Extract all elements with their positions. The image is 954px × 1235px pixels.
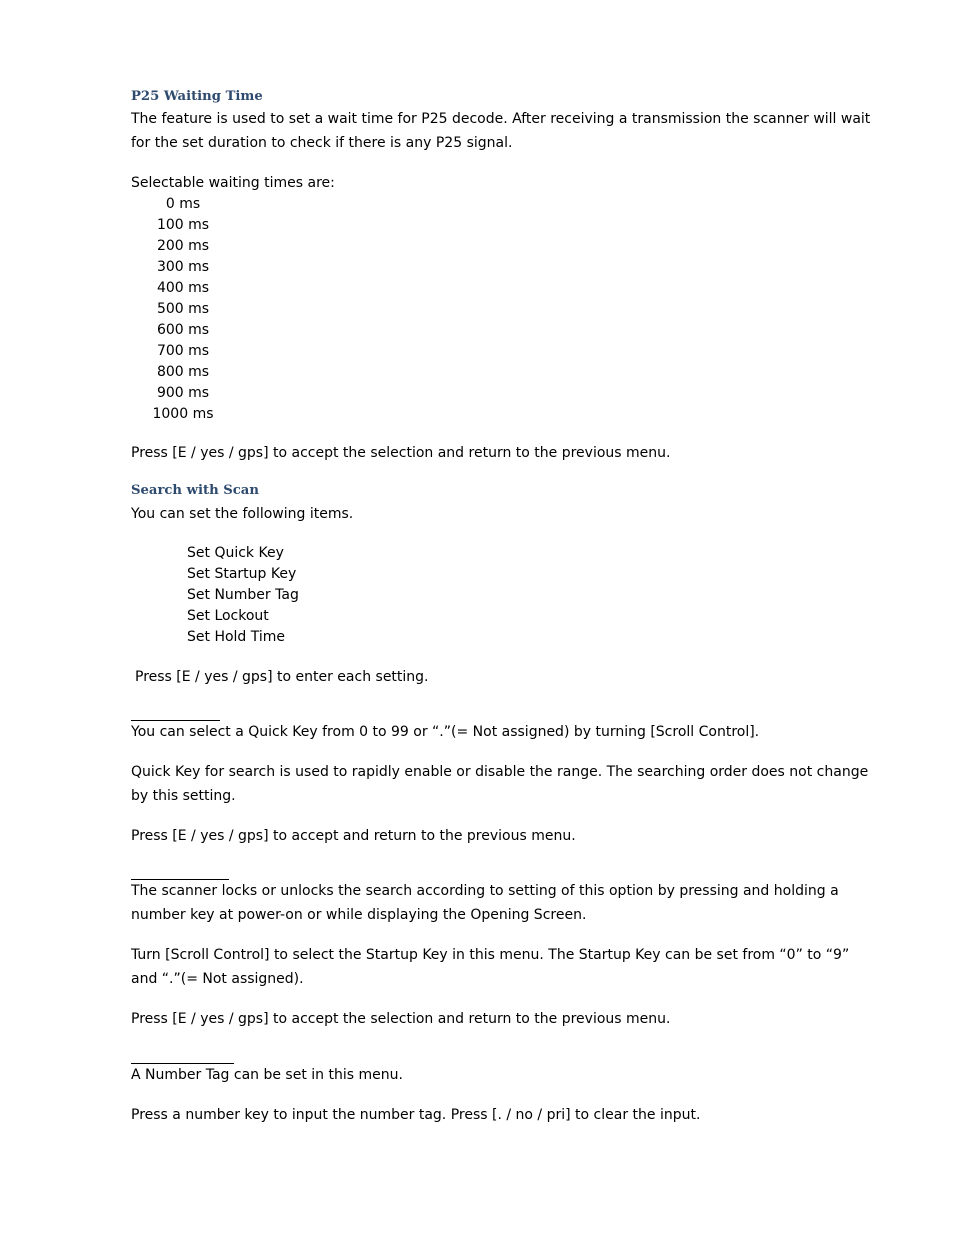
waiting-time-option: 800 ms — [156, 364, 210, 380]
number-tag-paragraph-1: A Number Tag can be set in this menu. — [131, 1067, 403, 1083]
waiting-times-label: Selectable waiting times are: — [131, 175, 335, 191]
quick-key-accept-instruction: Press [E / yes / gps] to accept and return to the previous menu. — [131, 828, 576, 844]
startup-key-paragraph-1: The scanner locks or unlocks the search according to setting of this option by pressing and holding a number key at power-on or while displaying the Opening Screen. — [131, 883, 839, 923]
search-setting-item: Set Quick Key — [187, 545, 284, 561]
waiting-time-option: 0 ms — [165, 196, 201, 212]
search-setting-item: Set Startup Key — [187, 566, 297, 582]
number-tag-paragraph-2: Press a number key to input the number tag. Press [. / no / pri] to clear the input. — [131, 1107, 701, 1123]
search-setting-item: Set Lockout — [187, 608, 269, 624]
waiting-time-option: 600 ms — [156, 322, 210, 338]
p25-intro-paragraph: The feature is used to set a wait time for P25 decode. After receiving a transmission the scanner will wait for the set duration to check if there is any P25 signal. — [131, 111, 871, 151]
startup-key-paragraph-2: Turn [Scroll Control] to select the Startup Key in this menu. The Startup Key can be set from “0” to “9” and “.”(= Not assigned). — [131, 947, 850, 987]
waiting-time-option: 500 ms — [156, 301, 210, 317]
waiting-time-option: 100 ms — [156, 217, 210, 233]
waiting-time-option: 400 ms — [156, 280, 210, 296]
waiting-time-option: 1000 ms — [152, 406, 214, 422]
search-scan-intro: You can set the following items. — [131, 506, 354, 522]
waiting-time-option: 700 ms — [156, 343, 210, 359]
waiting-time-option: 200 ms — [156, 238, 210, 254]
quick-key-paragraph-1: You can select a Quick Key from 0 to 99 or “.”(= Not assigned) by turning [Scroll Control]. — [131, 724, 760, 740]
quick-key-paragraph-2: Quick Key for search is used to rapidly enable or disable the range. The searching order does not change by this setting. — [131, 764, 869, 804]
enter-setting-instruction: Press [E / yes / gps] to enter each setting. — [135, 669, 429, 685]
p25-accept-instruction: Press [E / yes / gps] to accept the selection and return to the previous menu. — [131, 445, 671, 461]
search-setting-item: Set Number Tag — [187, 587, 299, 603]
search-setting-item: Set Hold Time — [187, 629, 286, 645]
waiting-time-option: 300 ms — [156, 259, 210, 275]
startup-key-accept-instruction: Press [E / yes / gps] to accept the selection and return to the previous menu. — [131, 1011, 671, 1027]
search-with-scan-heading: Search with Scan — [131, 483, 259, 498]
p25-waiting-time-heading: P25 Waiting Time — [131, 89, 263, 104]
waiting-time-option: 900 ms — [156, 385, 210, 401]
